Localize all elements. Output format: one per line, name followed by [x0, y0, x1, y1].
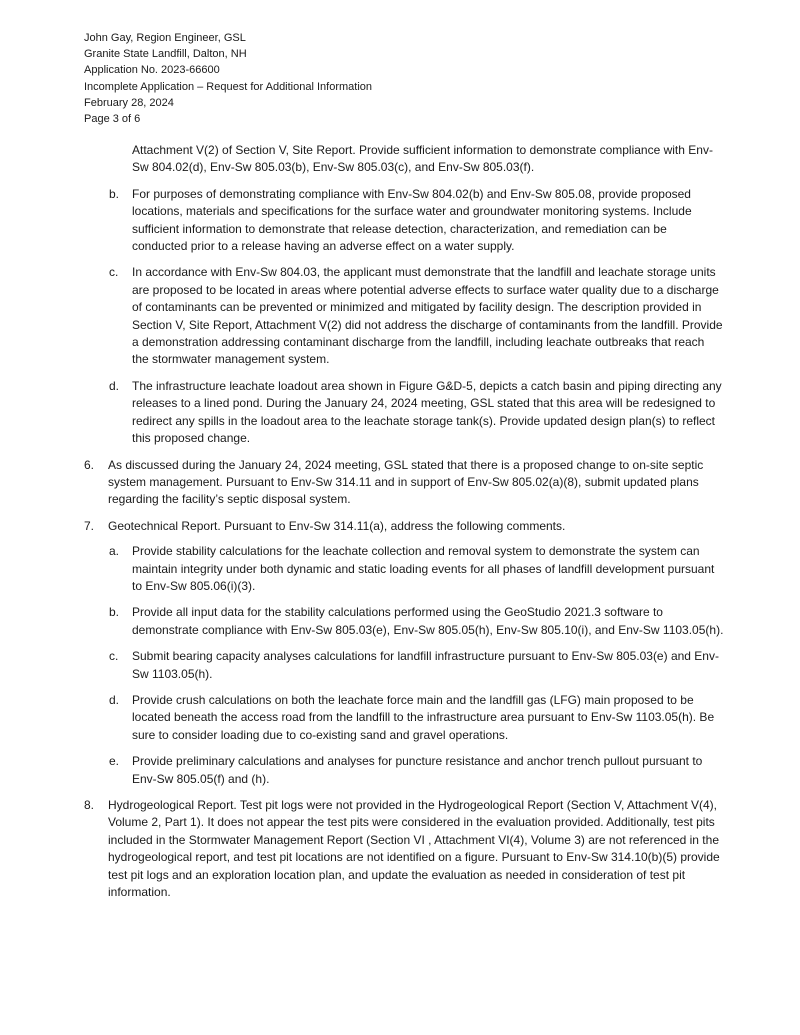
list-marker: b. [109, 605, 120, 620]
list-marker: 7. [84, 518, 95, 533]
list-item-5d [84, 378, 724, 448]
list-marker: 6. [84, 457, 95, 472]
list-item-7 [84, 518, 724, 535]
header-line-application: Application No. 2023-66600 [84, 64, 220, 77]
list-marker: a. [109, 544, 120, 559]
list-item-7b [84, 604, 724, 639]
list-item-7c [84, 648, 724, 683]
letter-header [84, 30, 372, 127]
list-item-text: Provide all input data for the stability calculations performed using the GeoStudio 2021.3 software to demonstrate compliance with Env-Sw 805.03(e), Env-Sw 805.05(h), Env-Sw 805.10(i), and Env-Sw 1103.05(h). [132, 605, 724, 637]
list-item-7d [84, 692, 724, 744]
list-item-text: Geotechnical Report. Pursuant to Env-Sw 314.11(a), address the following comments. [108, 518, 566, 533]
list-marker: d. [109, 692, 120, 707]
list-marker: c. [109, 265, 119, 280]
list-marker: b. [109, 186, 120, 201]
list-item-text: Provide crush calculations on both the leachate force main and the landfill gas (LFG) main proposed to be located beneath the access road from the landfill to the infrastructure area pursuant to Env-Sw 1103.05(h). Be sure to consider loading due to co-existing sand and gravel operations. [132, 692, 715, 742]
list-item-text: Hydrogeological Report. Test pit logs were not provided in the Hydrogeological Report (Section V, Attachment V(4), Volume 2, Part 1). It does not appear the test pits were considered in the evaluation provided. Additionally, test pits included in the Stormwater Management Report (Section VI , Attachment VI(4), Volume 3) are not referenced in the hydrogeological report, and test pit locations are not identified on a figure. Pursuant to Env-Sw 314.10(b)(5) provide test pit logs and an exploration location plan, and update the evaluation as needed in consideration of test pit information. [108, 798, 720, 900]
list-item-text: As discussed during the January 24, 2024 meeting, GSL stated that there is a proposed change to on-site septic system management. Pursuant to Env-Sw 314.11 and in support of Env-Sw 805.02(a)(8), submit updated plans regarding the facility’s septic disposal system. [108, 457, 704, 507]
list-item-text: For purposes of demonstrating compliance with Env-Sw 804.02(b) and Env-Sw 805.08, provide proposed locations, materials and specifications for the surface water and groundwater monitoring systems. Include sufficient information to demonstrate that release detection, characterization, and remediation can be conducted prior to a release having an adverse effect on a water supply. [132, 186, 692, 254]
list-item-text: The infrastructure leachate loadout area shown in Figure G&D-5, depicts a catch basin and piping directing any releases to a lined pond. During the January 24, 2024 meeting, GSL stated that this area will be redesigned to redirect any spills in the loadout area to the leachate storage tank(s). Provide updated design plan(s) to reflect this proposed change. [132, 378, 722, 446]
letter-body [84, 142, 724, 910]
list-marker: 8. [84, 798, 95, 812]
list-item-text: In accordance with Env-Sw 804.03, the applicant must demonstrate that the landfill and leachate storage units are proposed to be located in areas where potential adverse effects to surface water quality due to a discharge of contaminants can be prevented or minimized and mitigated by facility design. The description provided in Section V, Site Report, Attachment V(2) did not address the discharge of contaminants from the landfill. Provide a demonstration addressing contaminant discharge from the landfill, including leachate outbreaks that reach the stormwater management system. [132, 265, 723, 367]
header-line-subject: Incomplete Application – Request for Additional Information [84, 80, 373, 93]
list-marker: e. [109, 754, 120, 769]
list-marker: c. [109, 649, 119, 664]
list-item-text: Provide preliminary calculations and analyses for puncture resistance and anchor trench pullout pursuant to Env-Sw 805.05(f) and (h). [132, 754, 703, 786]
list-item-text: Provide stability calculations for the leachate collection and removal system to demonstrate the system can maintain integrity under both dynamic and static loading events for all phases of landfill development pursuant to Env-Sw 805.06(i)(3). [132, 544, 715, 593]
list-item-7e [84, 753, 724, 788]
list-item-5c [84, 264, 724, 368]
header-line-facility: Granite State Landfill, Dalton, NH [84, 48, 247, 61]
header-line-date: February 28, 2024 [84, 96, 174, 109]
list-marker: d. [109, 378, 120, 393]
continued-paragraph: Attachment V(2) of Section V, Site Report. Provide sufficient information to demonstrate compliance with Env-Sw 804.02(d), Env-Sw 805.03(b), Env-Sw 805.03(c), and Env-Sw 805.03(f). [132, 143, 713, 175]
header-line-recipient: John Gay, Region Engineer, GSL [84, 32, 246, 44]
list-item-text: Submit bearing capacity analyses calculations for landfill infrastructure pursuant to Env-Sw 805.03(e) and Env-Sw 1103.05(h). [132, 649, 719, 681]
list-item-7a [84, 543, 724, 595]
list-item-6 [84, 457, 724, 509]
header-line-page-number: Page 3 of 6 [84, 113, 141, 126]
list-item-5b [84, 186, 724, 256]
list-item-8 [84, 797, 724, 901]
